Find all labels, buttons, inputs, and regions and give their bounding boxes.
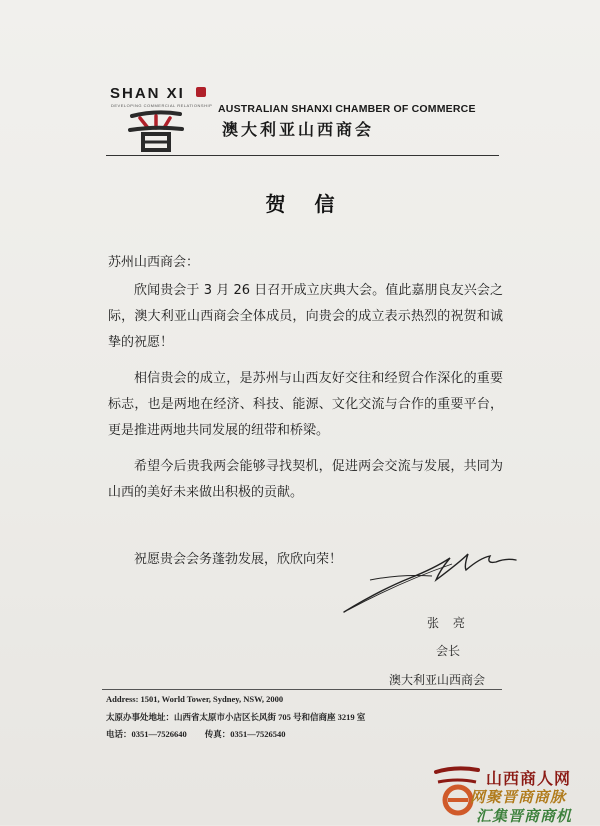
signer-role: 会长 [436, 644, 461, 658]
letter-body [108, 250, 503, 516]
logo-wordmark: SHAN XI [110, 85, 185, 102]
footer-taiyuan-office: 太原办事处地址：山西省太原市小店区长风街 705 号和信商座 3219 室 [106, 712, 366, 722]
logo-tagline: DEVELOPING COMMERCIAL RELATIONSHIP [111, 103, 213, 108]
signer-name: 张 亮 [427, 616, 465, 630]
footer-contact [106, 728, 286, 740]
footer-phone: 电话：0351—7526640 [106, 729, 187, 739]
footer-address: Address: 1501, World Tower, Sydney, NSW, 2000 [106, 694, 284, 704]
paragraph-3: 希望今后贵我两会能够寻找契机，促进两会交流与发展，共同为山西的美好未来做出积极的贡献。 [108, 459, 503, 500]
header-divider [106, 155, 499, 156]
logo-seal-icon [196, 87, 206, 97]
paragraph-1: 欣闻贵会于 3 月 26 日召开成立庆典大会。值此嘉朋良友兴会之际，澳大利亚山西商会全体成员，向贵会的成立表示热烈的祝贺和诚挚的祝愿！ [108, 283, 503, 350]
signer-organization: 澳大利亚山西商会 [389, 673, 486, 687]
watermark-line-3: 汇集晋商商机 [476, 807, 573, 825]
org-name-english: AUSTRALIAN SHANXI CHAMBER OF COMMERCE [218, 103, 476, 115]
footer-fax: 传真：0351—7526540 [204, 729, 286, 739]
watermark-line-1: 山西商人网 [486, 769, 572, 788]
jin-calligraphy-logo-icon [126, 108, 186, 154]
watermark-line-2: 网聚晋商商脉 [470, 788, 567, 806]
letter-title: 贺 信 [265, 192, 335, 216]
footer-divider [102, 689, 502, 690]
org-name-chinese: 澳大利亚山西商会 [222, 120, 375, 139]
handwritten-signature [340, 540, 520, 620]
salutation: 苏州山西商会： [108, 255, 200, 270]
paragraph-2: 相信贵会的成立，是苏州与山西友好交往和经贸合作深化的重要标志，也是两地在经济、科技、能源、文化交流与合作的重要平台，更是推进两地共同发展的纽带和桥梁。 [108, 371, 503, 438]
closing-wish: 祝愿贵会会务蓬勃发展，欣欣向荣！ [134, 552, 343, 567]
